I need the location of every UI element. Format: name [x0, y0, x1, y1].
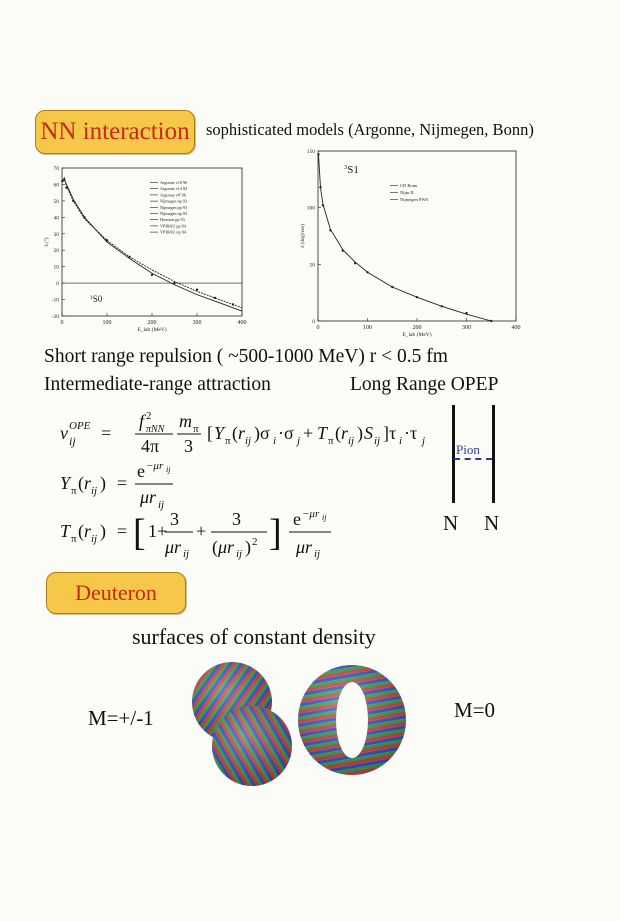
- m-zero-label: M=0: [454, 698, 496, 722]
- data-point: [329, 229, 331, 231]
- svg-text:=: =: [117, 473, 128, 493]
- x-tick-label: 400: [237, 320, 247, 326]
- svg-text:[: [: [207, 423, 213, 443]
- nn-interaction-label: NN interaction: [40, 118, 190, 145]
- svg-text:+: +: [196, 521, 207, 541]
- opep-equations: [55, 405, 440, 565]
- curve-label: $^3$S1: [344, 164, 359, 176]
- intermediate-range-text: Intermediate-range attraction: [44, 374, 271, 395]
- data-point: [322, 204, 324, 206]
- tensor-equation: [60, 508, 331, 560]
- y-axis-label: δ (°): [45, 237, 50, 247]
- svg-text:ij: ij: [91, 533, 98, 545]
- series-line: [62, 180, 242, 312]
- density-surfaces: [180, 660, 430, 788]
- svg-text:e: e: [293, 509, 301, 529]
- data-point: [465, 312, 467, 314]
- svg-text:i: i: [399, 435, 403, 447]
- svg-text:): ): [100, 521, 106, 541]
- svg-text:S: S: [364, 423, 373, 443]
- legend-entry: VPI&SU pp 94: [160, 223, 186, 229]
- svg-text:OPE: OPE: [69, 420, 91, 432]
- svg-text:r: r: [238, 423, 246, 443]
- data-point: [128, 256, 130, 258]
- x-tick-label: 0: [316, 325, 320, 331]
- svg-text:e: e: [137, 461, 145, 481]
- svg-text:·τ: ·τ: [404, 423, 418, 443]
- data-point: [232, 303, 234, 305]
- data-point: [416, 296, 418, 298]
- data-point: [366, 271, 368, 273]
- svg-text:]τ: ]τ: [383, 423, 397, 443]
- subtitle: sophisticated models (Argonne, Nijmegen, Bonn): [206, 120, 534, 139]
- svg-text:2: 2: [146, 410, 152, 422]
- legend-entry: CD Bonn: [400, 183, 418, 188]
- svg-text:T: T: [317, 423, 328, 443]
- data-point: [391, 286, 393, 288]
- pion-line: [454, 458, 492, 460]
- svg-text:4π: 4π: [141, 436, 160, 456]
- svg-text:Y: Y: [214, 423, 225, 443]
- svg-text:f: f: [139, 411, 145, 431]
- svg-text:=: =: [117, 521, 128, 541]
- legend-entry: Nijmegen PWA: [400, 197, 429, 202]
- series-line: [318, 154, 491, 321]
- deuteron-caption: surfaces of constant density: [132, 624, 376, 649]
- y-tick-label: 50: [53, 198, 59, 205]
- data-point: [342, 250, 344, 252]
- plot-frame: [62, 168, 242, 316]
- svg-text:3: 3: [232, 509, 241, 529]
- x-tick-label: 300: [462, 325, 471, 331]
- nucleon-line-left: [452, 405, 455, 503]
- data-point: [317, 153, 319, 155]
- data-point: [63, 178, 65, 180]
- svg-text:j: j: [297, 435, 301, 447]
- chart-3s1-plot: [301, 149, 521, 338]
- svg-text:ij: ij: [69, 434, 76, 448]
- data-point: [319, 186, 321, 188]
- svg-text:ij: ij: [314, 548, 321, 560]
- nucleon-label-right: N: [484, 511, 500, 535]
- y-tick-label: 60: [53, 182, 59, 189]
- y-tick-label: 70: [53, 166, 59, 172]
- y-tick-label: 30: [53, 231, 59, 238]
- svg-text:ij: ij: [236, 548, 243, 560]
- svg-text:π: π: [71, 485, 77, 497]
- short-range-text: Short range repulsion ( ~500-1000 MeV) r < 0.5 fm: [44, 346, 448, 367]
- y-tick-label: -20: [51, 314, 59, 320]
- nn-interaction-badge: [35, 110, 195, 154]
- svg-text:): ): [100, 473, 106, 493]
- x-tick-label: 200: [147, 320, 157, 326]
- data-point: [354, 262, 356, 264]
- svg-text:r: r: [84, 521, 92, 541]
- y-tick-label: 40: [53, 215, 59, 222]
- y-tick-label: 50: [309, 262, 315, 269]
- sphere-m-plusminus-one: [192, 662, 292, 786]
- data-point: [151, 274, 153, 276]
- x-tick-label: 300: [192, 320, 202, 326]
- opep-equation: [60, 410, 425, 456]
- y-tick-label: -10: [51, 297, 59, 304]
- yukawa-equation: [60, 460, 173, 511]
- data-point: [83, 216, 85, 218]
- svg-text:ij: ij: [183, 548, 190, 560]
- svg-text:1+: 1+: [148, 521, 168, 541]
- data-point: [196, 288, 198, 290]
- legend-entry: Nijmegen pp 93: [160, 204, 187, 210]
- svg-text:ij: ij: [348, 435, 355, 447]
- svg-text:−μr: −μr: [146, 460, 164, 472]
- chart-1s0-plot: [45, 166, 247, 333]
- svg-text:r: r: [84, 473, 92, 493]
- y-tick-label: 0: [56, 281, 59, 288]
- svg-text:ij: ij: [166, 465, 171, 474]
- svg-text:ij: ij: [322, 513, 327, 522]
- svg-text:(: (: [335, 423, 341, 443]
- y-tick-label: 100: [306, 205, 315, 212]
- svg-text:=: =: [101, 423, 112, 443]
- svg-text:(: (: [232, 423, 238, 443]
- nucleon-line-right: [492, 405, 495, 503]
- svg-text:): ): [357, 423, 363, 443]
- legend-entry: VPI&SU np 94: [160, 229, 186, 235]
- svg-text:(: (: [78, 473, 84, 493]
- svg-text:π: π: [225, 435, 231, 447]
- data-point: [106, 239, 108, 241]
- svg-text:)σ: )σ: [254, 423, 270, 443]
- data-point: [441, 305, 443, 307]
- chart-3s1: [300, 143, 528, 343]
- svg-text:m: m: [179, 411, 192, 431]
- svg-text:·σ: ·σ: [278, 423, 294, 443]
- svg-text:]: ]: [269, 512, 282, 554]
- svg-text:T: T: [60, 521, 71, 541]
- svg-text:): ): [245, 537, 251, 557]
- svg-text:π: π: [193, 423, 199, 435]
- y-tick-label: 0: [312, 319, 315, 325]
- torus-m-zero: [298, 665, 406, 775]
- svg-text:[: [: [133, 512, 146, 554]
- chart-1s0: [30, 162, 255, 334]
- legend-entry: Nijmegen np 93: [160, 211, 187, 216]
- pion-label: Pion: [456, 442, 480, 457]
- x-axis-label: E_lab (MeV): [402, 332, 432, 338]
- svg-text:2: 2: [252, 536, 258, 548]
- x-axis-label: E_lab (MeV): [137, 327, 167, 333]
- svg-text:−μr: −μr: [302, 508, 320, 520]
- svg-text:Y: Y: [60, 473, 71, 493]
- data-point: [72, 200, 74, 202]
- pion-exchange-diagram: [440, 405, 510, 550]
- svg-text:v: v: [60, 423, 68, 443]
- legend-entry: Houston pp 93: [160, 217, 185, 223]
- y-tick-label: 10: [53, 264, 59, 271]
- svg-text:μr: μr: [218, 537, 235, 557]
- curve-label: $^1$S0: [90, 294, 103, 304]
- y-tick-label: 20: [53, 248, 59, 255]
- legend-entry: Nijm II: [400, 190, 414, 195]
- deuteron-label: Deuteron: [75, 580, 157, 605]
- svg-text:(: (: [212, 537, 218, 557]
- y-axis-label: δ (deg/rees): [301, 224, 306, 248]
- x-tick-label: 0: [60, 320, 64, 326]
- nucleon-label-left: N: [443, 511, 459, 535]
- data-point: [173, 282, 175, 284]
- y-tick-label: 150: [306, 149, 315, 155]
- legend-entry: Argonne v18 96: [160, 180, 188, 185]
- svg-text:π: π: [328, 435, 334, 447]
- data-point: [214, 297, 216, 299]
- svg-text:ij: ij: [158, 499, 165, 511]
- legend-entry: Argonne v8' 96: [160, 192, 186, 198]
- svg-text:πNN: πNN: [146, 424, 165, 435]
- svg-text:(: (: [78, 521, 84, 541]
- svg-text:r: r: [341, 423, 349, 443]
- svg-text:j: j: [422, 435, 426, 447]
- svg-text:3: 3: [170, 509, 179, 529]
- x-tick-label: 200: [412, 325, 422, 331]
- svg-text:μr: μr: [296, 537, 313, 557]
- legend-entry: Argonne v14 84: [160, 186, 188, 192]
- svg-text:ij: ij: [245, 435, 252, 447]
- svg-text:+: +: [303, 423, 314, 443]
- data-point: [65, 187, 67, 189]
- svg-text:π: π: [71, 533, 77, 545]
- x-tick-label: 400: [511, 325, 521, 331]
- data-point: [61, 180, 63, 182]
- deuteron-badge: [46, 572, 186, 614]
- x-tick-label: 100: [102, 320, 112, 326]
- svg-text:ij: ij: [374, 435, 381, 447]
- long-range-text: Long Range OPEP: [350, 374, 499, 395]
- legend-entry: Nijmegen np 93: [160, 198, 187, 204]
- svg-text:μr: μr: [140, 487, 157, 507]
- m-plusminus-one-label: M=+/-1: [88, 706, 154, 730]
- svg-text:μr: μr: [165, 537, 182, 557]
- series-line: [62, 178, 242, 308]
- x-tick-label: 100: [363, 325, 372, 331]
- svg-text:i: i: [273, 435, 277, 447]
- data-point: [490, 320, 492, 322]
- plot-frame: [318, 151, 516, 321]
- svg-text:ij: ij: [91, 485, 98, 497]
- svg-text:3: 3: [184, 436, 193, 456]
